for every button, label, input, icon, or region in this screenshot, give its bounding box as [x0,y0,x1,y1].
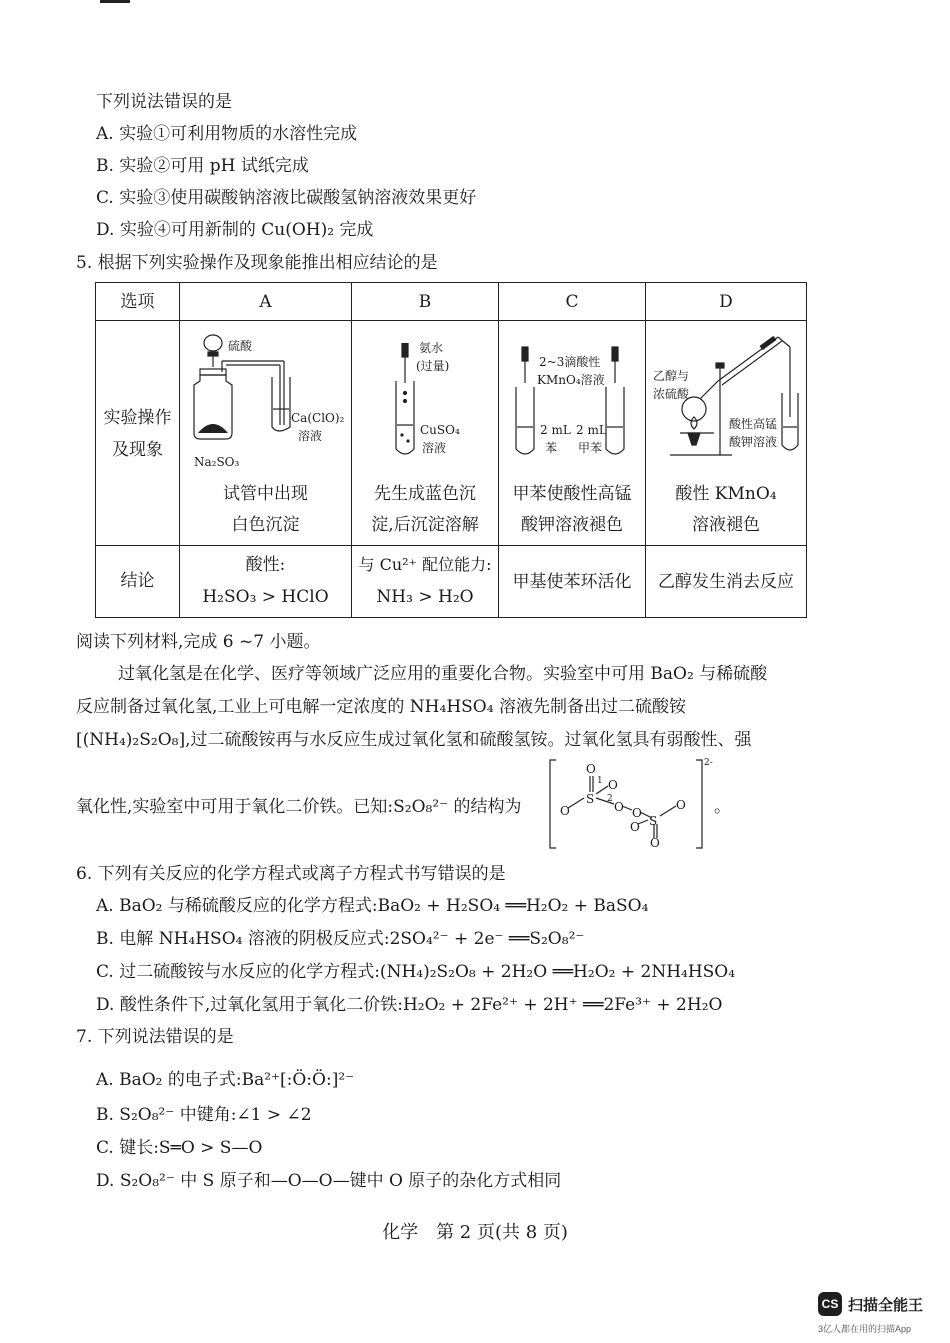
reading-line-2: 反应制备过氧化氢,工业上可电解一定浓度的 NH₄HSO₄ 溶液先制备出过二硫酸铵 [76,697,686,717]
top-edge-mark [100,0,130,3]
reading-line-1: 过氧化氢是在化学、医疗等领域广泛应用的重要化合物。实验室中可用 BaO₂ 与稀硫酸 [118,664,768,684]
struct-angle-2: 2 [607,794,613,804]
label-c-left-2: 苯 [545,441,558,455]
q6-option-d: D. 酸性条件下,过氧化氢用于氧化二价铁:H₂O₂ + 2Fe²⁺ + 2H⁺ ══2Fe³⁺ + 2H₂O [96,995,723,1015]
q4-option-c: C. 实验③使用碳酸钠溶液比碳酸氢钠溶液效果更好 [96,188,477,208]
conclusion-a-2: H₂SO₃ > HClO [202,587,329,607]
q6-stem: 6. 下列有关反应的化学方程式或离子方程式书写错误的是 [76,864,506,884]
header-d: D [719,292,733,312]
conclusion-d: 乙醇发生消去反应 [658,572,794,592]
label-c-top-2: KMnO₄溶液 [537,373,605,387]
label-d-flask-1: 乙醇与 [653,369,690,383]
label-c-right-1: 2 mL [576,423,607,437]
reading-line-4-end: 。 [714,797,731,817]
q7-option-b: B. S₂O₈²⁻ 中键角:∠1 > ∠2 [96,1105,312,1125]
label-a-acid: 硫酸 [228,339,253,353]
struct-o-peroxide-2: O [632,806,642,820]
label-c-left-1: 2 mL [540,423,571,437]
label-a-reagent-2: 溶液 [298,429,323,443]
phenomenon-c-2: 酸钾溶液褪色 [521,515,623,535]
label-a-reagent-1: Ca(ClO)₂ [291,411,345,425]
phenomenon-b-1: 先生成蓝色沉 [374,484,476,504]
phenomenon-d-2: 溶液褪色 [692,515,760,535]
label-a-solid: Na₂SO₃ [194,455,240,469]
struct-charge: 2- [704,758,713,768]
q6-option-c: C. 过二硫酸铵与水反应的化学方程式:(NH₄)₂S₂O₈ + 2H₂O ══H₂O₂ + 2NH₄HSO₄ [96,962,736,982]
phenomenon-a-2: 白色沉淀 [231,515,300,535]
label-c-top-1: 2~3滴酸性 [539,355,601,369]
camscanner-slogan: 3亿人都在用的扫描App [818,1324,912,1334]
struct-o-right: O [676,798,686,812]
q4-option-d: D. 实验④可用新制的 Cu(OH)₂ 完成 [96,220,374,240]
struct-o-peroxide-1: O [614,800,624,814]
q4-stem: 下列说法错误的是 [96,92,232,112]
conclusion-b-1: 与 Cu²⁺ 配位能力: [358,555,492,574]
label-d-tube-2: 酸钾溶液 [729,435,778,449]
struct-o-top: O [586,762,596,776]
camscanner-watermark [818,1292,950,1338]
phenomenon-d-1: 酸性 KMnO₄ [675,484,777,504]
q7-option-a: A. BaO₂ 的电子式:Ba²⁺[:Ö:Ö:]²⁻ [96,1070,355,1090]
header-a: A [259,292,272,312]
q7-option-c: C. 键长:S═O > S—O [96,1138,263,1158]
label-d-flask-2: 浓硫酸 [653,387,690,401]
q4-option-b: B. 实验②可用 pH 试纸完成 [96,156,309,176]
s2o8-structure-diagram [548,758,718,850]
struct-angle-1: 1 [597,776,603,786]
struct-o-left: O [560,804,570,818]
q7-stem: 7. 下列说法错误的是 [76,1027,234,1047]
label-d-tube-1: 酸性高锰 [729,417,778,431]
phenomenon-b-2: 淀,后沉淀溶解 [371,515,479,535]
row-label-operation-2: 及现象 [112,440,163,460]
header-b: B [418,292,432,312]
reading-line-3: [(NH₄)₂S₂O₈],过二硫酸铵再与水反应生成过氧化氢和硫酸氢铵。过氧化氢具有弱酸性、强 [76,730,752,750]
label-b-top-2: (过量) [416,359,450,373]
row-label-operation-1: 实验操作 [103,408,172,428]
label-b-bottom-1: CuSO₄ [420,423,460,437]
struct-s2: S [649,814,658,828]
phenomenon-a-1: 试管中出现 [223,484,308,504]
phenomenon-c-1: 甲苯使酸性高锰 [512,484,632,504]
conclusion-c: 甲基使苯环活化 [512,572,632,592]
struct-o-upper: O [608,778,618,792]
camscanner-name: 扫描全能王 [848,1297,924,1314]
header-c: C [565,292,579,312]
q6-option-b: B. 电解 NH₄HSO₄ 溶液的阴极反应式:2SO₄²⁻ + 2e⁻ ══S₂O₈²⁻ [96,929,585,949]
apparatus-a-diagram [186,325,346,473]
row-label-conclusion: 结论 [120,571,155,591]
struct-s1: S [586,792,595,806]
page-footer: 化学 第 2 页(共 8 页) [382,1222,568,1243]
label-b-top-1: 氨水 [419,341,444,355]
struct-o-lower: O [630,820,640,834]
conclusion-a-1: 酸性: [245,555,286,575]
label-b-bottom-2: 溶液 [422,441,447,455]
header-option: 选项 [120,292,155,312]
q5-experiment-table [95,282,807,618]
q5-stem: 5. 根据下列实验操作及现象能推出相应结论的是 [76,253,438,273]
struct-o-bottom: O [650,836,660,850]
camscanner-logo-icon: CS [818,1292,842,1316]
reading-line-4: 氧化性,实验室中可用于氧化二价铁。已知:S₂O₈²⁻ 的结构为 [76,797,522,817]
label-c-right-2: 甲苯 [578,441,603,455]
q4-option-a: A. 实验①可利用物质的水溶性完成 [96,124,358,144]
q7-option-d: D. S₂O₈²⁻ 中 S 原子和—O—O—键中 O 原子的杂化方式相同 [96,1171,562,1191]
q6-option-a: A. BaO₂ 与稀硫酸反应的化学方程式:BaO₂ + H₂SO₄ ══H₂O₂ + BaSO₄ [96,896,649,916]
reading-intro: 阅读下列材料,完成 6 ~7 小题。 [76,632,321,652]
conclusion-b-2: NH₃ > H₂O [376,587,474,607]
